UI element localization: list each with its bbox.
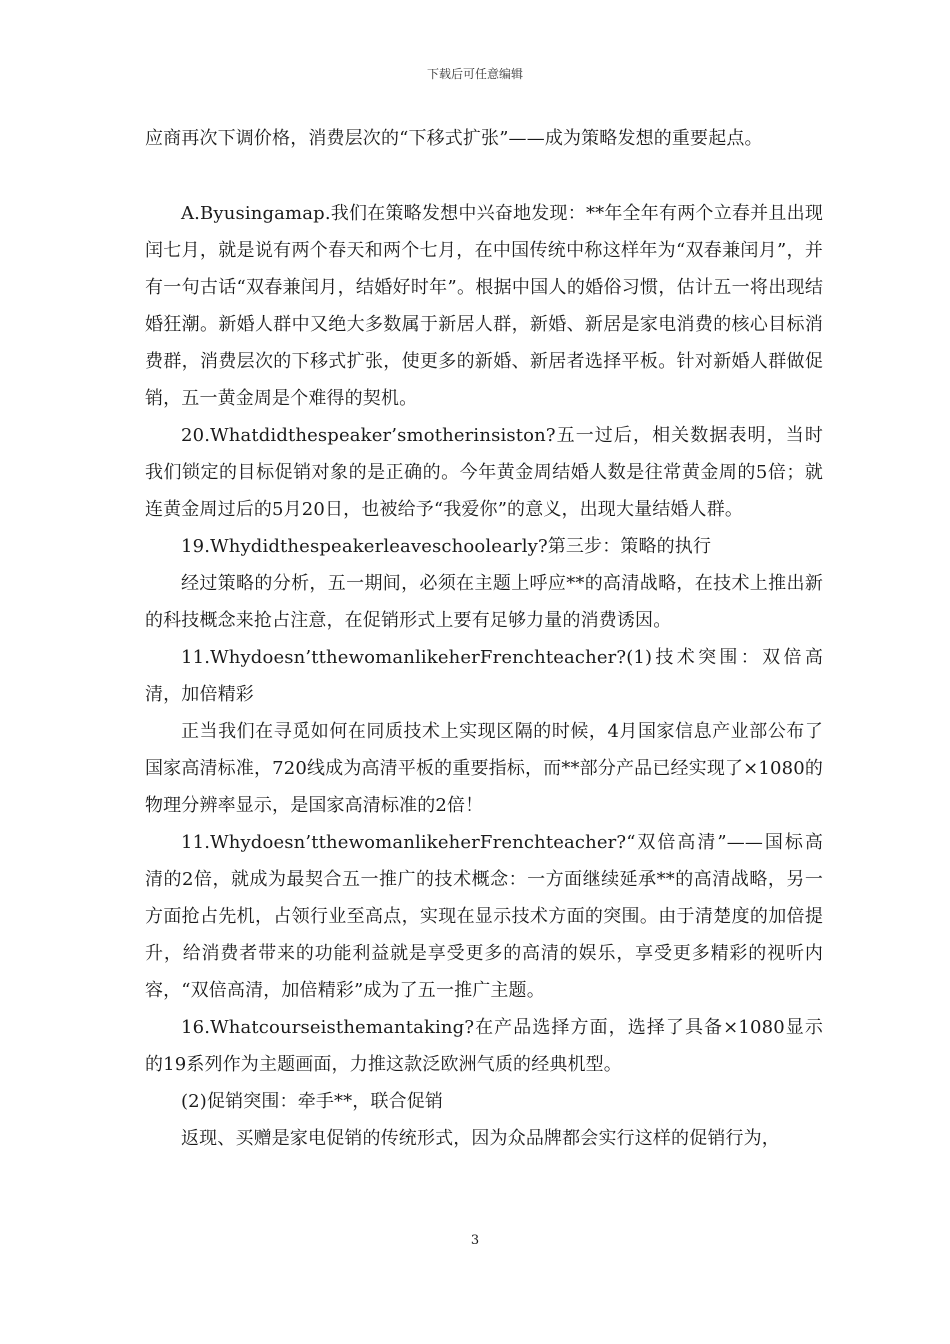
paragraph: 11.Whydoesn’tthewomanlikeherFrenchteacher?(1)技术突围：双倍高清，加倍精彩 xyxy=(145,647,823,705)
page-number: 3 xyxy=(470,1233,480,1248)
paragraph: (2)促销突围：牵手**，联合促销 xyxy=(181,1091,444,1112)
paragraph: 19.Whydidthespeakerleaveschoolearly?第三步：策略的执行 xyxy=(181,536,712,557)
document-body xyxy=(145,120,823,1157)
paragraph: 返现、买赠是家电促销的传统形式，因为众品牌都会实行这样的促销行为， xyxy=(181,1128,780,1149)
page-header: 下载后可任意编辑 xyxy=(426,67,523,81)
paragraph: A.Byusingamap.我们在策略发想中兴奋地发现：**年全年有两个立春并且出现闰七月，就是说有两个春天和两个七月，在中国传统中称这样年为“双春兼闰月”，并有一句古话“双春兼闰月，结婚好时年”。根据中国人的婚俗习惯，估计五一将出现结婚狂潮。新婚人群中又绝大多数属于新居人群，新婚、新居是家电消费的核心目标消费群，消费层次的下移式扩张，使更多的新婚、新居者选择平板。针对新婚人群做促销，五一黄金周是个难得的契机。 xyxy=(145,203,823,409)
paragraph: 应商再次下调价格，消费层次的“下移式扩张”——成为策略发想的重要起点。 xyxy=(145,128,763,149)
paragraph: 11.Whydoesn’tthewomanlikeherFrenchteacher?“双倍高清”——国标高清的2倍，就成为最契合五一推广的技术概念：一方面继续延承**的高清战略，另一方面抢占先机，占领行业至高点，实现在显示技术方面的突围。由于清楚度的加倍提升，给消费者带来的功能利益就是享受更多的高清的娱乐，享受更多精彩的视听内容，“双倍高清，加倍精彩”成为了五一推广主题。 xyxy=(145,832,823,1001)
paragraph: 正当我们在寻觅如何在同质技术上实现区隔的时候，4月国家信息产业部公布了国家高清标准，720线成为高清平板的重要指标，而**部分产品已经实现了×1080的物理分辨率显示，是国家高清标准的2倍！ xyxy=(145,721,823,816)
paragraph: 20.Whatdidthespeaker’smotherinsiston?五一过后，相关数据表明，当时我们锁定的目标促销对象的是正确的。今年黄金周结婚人数是往常黄金周的5倍；就连黄金周过后的5月20日，也被给予“我爱你”的意义，出现大量结婚人群。 xyxy=(145,425,823,520)
paragraph: 经过策略的分析，五一期间，必须在主题上呼应**的高清战略，在技术上推出新的科技概念来抢占注意，在促销形式上要有足够力量的消费诱因。 xyxy=(145,573,823,631)
paragraph: 16.Whatcourseisthemantaking?在产品选择方面，选择了具备×1080显示的19系列作为主题画面，力推这款泛欧洲气质的经典机型。 xyxy=(145,1017,823,1075)
